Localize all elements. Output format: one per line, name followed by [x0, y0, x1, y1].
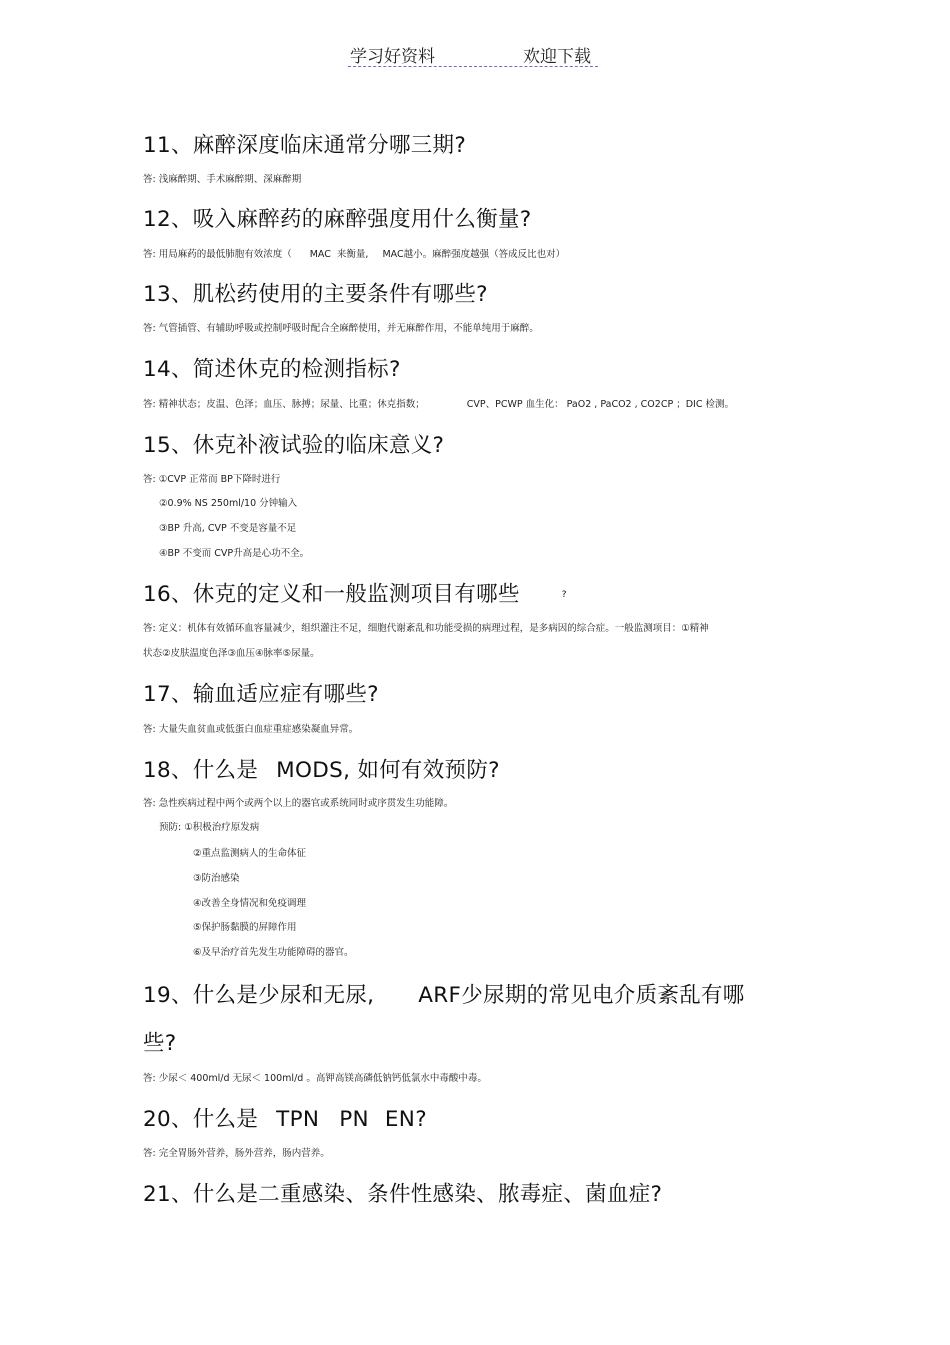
question-20-title-a: 20、什么是 — [143, 1107, 259, 1132]
question-16-title-text: 16、休克的定义和一般监测项目有哪些 — [143, 582, 520, 607]
question-17-answer: 答: 大量失血贫血或低蛋白血症重症感染凝血异常。 — [143, 724, 359, 735]
question-18-prevent-label: 预防: ①积极治疗原发病 — [159, 822, 260, 833]
question-19-title-line-2: 些? — [143, 1031, 177, 1056]
question-18-item: ②重点监测病人的生命体征 — [193, 848, 307, 859]
question-18-item: ⑥及早治疗首先发生功能障碍的器官。 — [193, 947, 354, 958]
question-18-item: ④改善全身情况和免疫调理 — [193, 898, 307, 909]
question-14-title: 14、简述休克的检测指标? — [143, 357, 401, 382]
answer-14-part-a: 答: 精神状态；皮温、色泽；血压、脉搏；尿量、比重；休克指数； — [143, 399, 425, 410]
question-12-title: 12、吸入麻醉药的麻醉强度用什么衡量? — [143, 207, 532, 232]
answer-14-part-b: CVP、PCWP 血生化： PaO2 , PaCO2 , CO2CP ；DIC 检测。 — [466, 399, 734, 410]
question-18-item: ③防治感染 — [193, 873, 240, 884]
answer-12-part-a: 答: 用局麻药的最低肺胞有效浓度（ — [143, 249, 292, 260]
question-15-line-1: 答: ①CVP 正常而 BP下降时进行 — [143, 474, 281, 485]
question-13-title: 13、肌松药使用的主要条件有哪些? — [143, 282, 488, 307]
question-20-title-b: TPN — [276, 1107, 320, 1132]
question-18-title-a: 18、什么是 — [143, 758, 259, 783]
question-16-answer-line-2: 状态②皮肤温度色泽③血压④脉率⑤尿量。 — [143, 648, 320, 659]
question-15-line-2: ②0.9% NS 250ml/10 分钟输入 — [159, 498, 298, 509]
question-21-title: 21、什么是二重感染、条件性感染、脓毒症、菌血症? — [143, 1182, 663, 1207]
question-16-title — [143, 577, 567, 608]
answer-12-part-d: MAC越小。麻醉强度越强（答成反比也对） — [382, 249, 566, 260]
question-14-answer — [143, 396, 734, 410]
question-18-title-c: , 如何有效预防? — [343, 758, 500, 783]
question-20-title-d: EN? — [384, 1107, 427, 1132]
question-18-item: ⑤保护肠黏膜的屏障作用 — [193, 922, 297, 933]
answer-12-part-c: 来衡量, — [336, 249, 369, 260]
question-16-answer-line-1: 答: 定义：机体有效循环血容量减少，组织灌注不足，细胞代谢紊乱和功能受损的病理过程，是多病因的综合症。一般监测项目：①精神 — [143, 623, 709, 634]
question-18-title-b: MODS — [276, 758, 344, 783]
question-15-title: 15、休克补液试验的临床意义? — [143, 433, 445, 458]
question-15-line-3: ③BP 升高, CVP 不变是容量不足 — [159, 523, 297, 534]
question-19-title-line-1 — [143, 978, 745, 1009]
question-13-answer: 答: 气管插管、有辅助呼吸或控制呼吸时配合全麻醉使用，并无麻醉作用，不能单纯用于麻醉。 — [143, 323, 539, 334]
question-18-title — [143, 753, 500, 784]
question-11-answer: 答: 浅麻醉期、手术麻醉期、深麻醉期 — [143, 174, 302, 185]
question-18-answer: 答: 急性疾病过程中两个或两个以上的器官或系统同时或序贯发生功能障。 — [143, 798, 454, 809]
answer-12-part-b: MAC — [309, 249, 331, 260]
question-20-answer: 答: 完全胃肠外营养，肠外营养，肠内营养。 — [143, 1148, 330, 1159]
question-20-title-c: PN — [339, 1107, 369, 1132]
question-17-title: 17、输血适应症有哪些? — [143, 682, 379, 707]
question-20-title — [143, 1102, 427, 1133]
question-19-title-a: 19、什么是少尿和无尿, — [143, 983, 375, 1008]
question-11-title: 11、麻醉深度临床通常分哪三期? — [143, 133, 467, 158]
question-19-answer: 答: 少尿＜ 400ml/d 无尿＜ 100ml/d 。高钾高镁高磷低钠钙低氯水中毒酸中毒。 — [143, 1073, 487, 1084]
question-12-answer — [143, 246, 565, 260]
header-right-text: 欢迎下载 — [523, 47, 591, 67]
header-left-text: 学习好资料 — [350, 47, 435, 67]
question-19-title-b: ARF少尿期的常见电介质紊乱有哪 — [418, 983, 745, 1008]
question-16-mark: ? — [561, 590, 567, 600]
page-header — [348, 42, 598, 67]
question-15-line-4: ④BP 不变而 CVP升高是心功不全。 — [159, 548, 310, 559]
